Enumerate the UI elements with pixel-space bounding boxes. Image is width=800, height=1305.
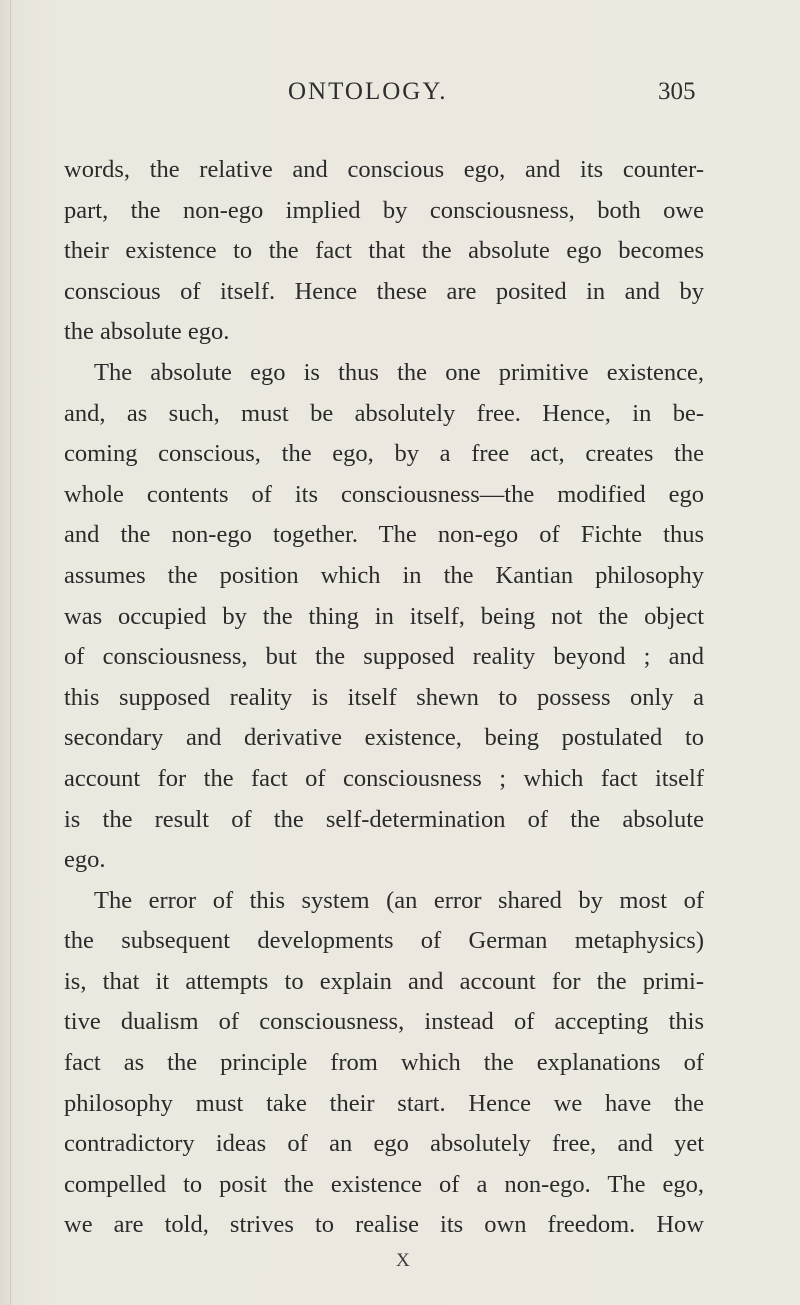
- text-line: their existence to the fact that the absolute ego becomes: [64, 237, 704, 265]
- page-header: [0, 78, 800, 114]
- text-line: ego.: [64, 846, 106, 874]
- text-line: secondary and derivative existence, being postulated to: [64, 724, 704, 752]
- page-edge: [10, 0, 11, 1305]
- running-title: ONTOLOGY.: [288, 78, 448, 105]
- text-line: was occupied by the thing in itself, being not the object: [64, 602, 704, 630]
- page-number: 305: [658, 78, 696, 105]
- text-line: is the result of the self-determination of the absolute: [64, 805, 704, 833]
- text-line: The error of this system (an error shared by most of: [94, 886, 704, 914]
- text-line: account for the fact of consciousness ; which fact itself: [64, 764, 704, 792]
- text-line: the absolute ego.: [64, 318, 230, 346]
- text-line: philosophy must take their start. Hence we have the: [64, 1089, 704, 1117]
- text-line: and, as such, must be absolutely free. Hence, in be-: [64, 399, 704, 427]
- text-line: the subsequent developments of German metaphysics): [64, 927, 704, 955]
- text-line: contradictory ideas of an ego absolutely free, and yet: [64, 1130, 704, 1158]
- text-line: words, the relative and conscious ego, and its counter-: [64, 156, 704, 183]
- text-line: conscious of itself. Hence these are posited in and by: [64, 277, 704, 305]
- text-line: compelled to posit the existence of a non-ego. The ego,: [64, 1170, 704, 1198]
- text-line: and the non-ego together. The non-ego of Fichte thus: [64, 521, 704, 549]
- text-line: is, that it attempts to explain and account for the primi-: [64, 967, 704, 995]
- text-line: fact as the principle from which the explanations of: [64, 1049, 704, 1077]
- text-line: we are told, strives to realise its own freedom. How: [64, 1211, 704, 1239]
- text-line: tive dualism of consciousness, instead of accepting this: [64, 1008, 704, 1036]
- text-line: The absolute ego is thus the one primitive existence,: [94, 358, 704, 386]
- text-line: this supposed reality is itself shewn to possess only a: [64, 683, 704, 711]
- body-text: [64, 150, 704, 1246]
- text-line: whole contents of its consciousness—the modified ego: [64, 480, 704, 508]
- signature-mark: X: [396, 1250, 410, 1271]
- text-line: of consciousness, but the supposed reality beyond ; and: [64, 643, 704, 671]
- text-line: coming conscious, the ego, by a free act, creates the: [64, 440, 704, 468]
- text-line: assumes the position which in the Kantian philosophy: [64, 561, 704, 589]
- text-line: part, the non-ego implied by consciousness, both owe: [64, 196, 704, 224]
